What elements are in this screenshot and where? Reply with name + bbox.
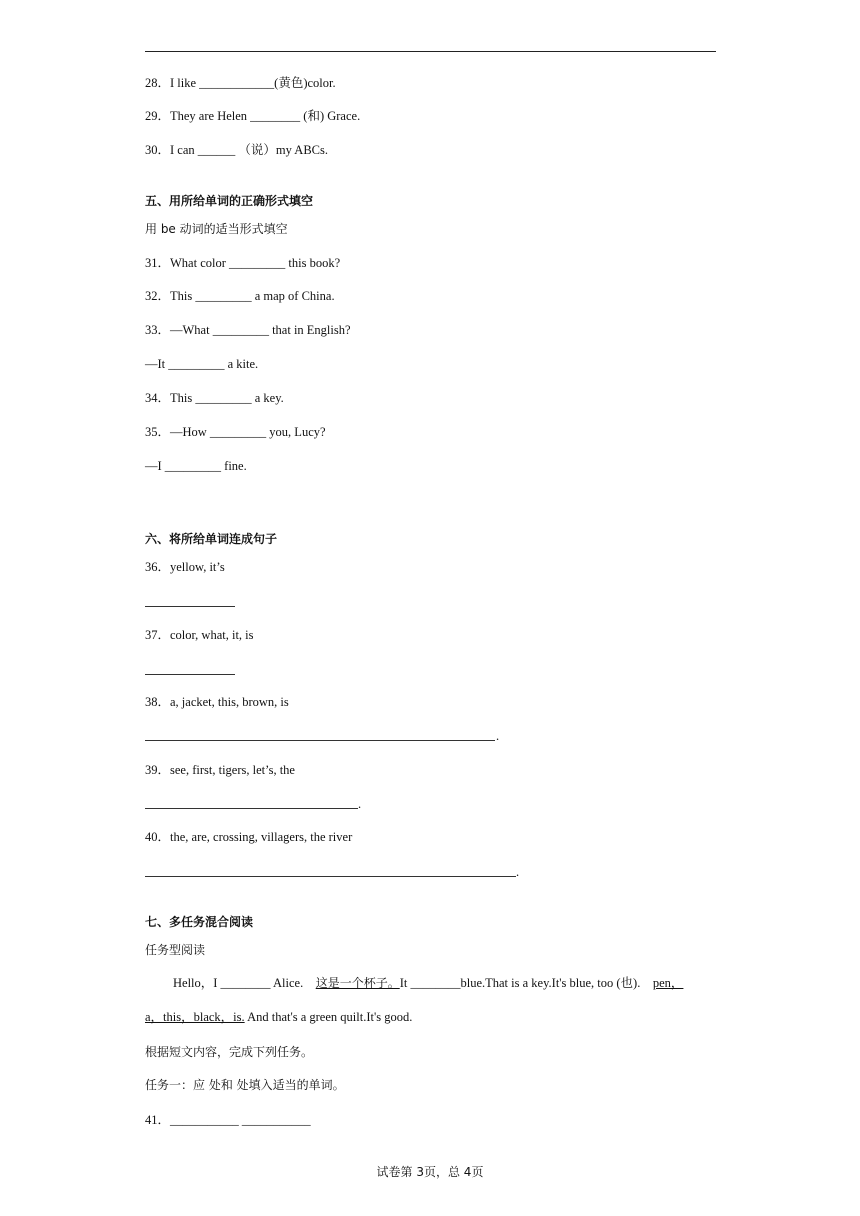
reading-passage <box>145 966 717 1034</box>
header-rule <box>145 51 716 52</box>
answer-period-40: . <box>516 865 520 879</box>
answer-period-38: . <box>496 729 500 743</box>
question-37: 37．color, what, it, is <box>145 628 254 642</box>
question-34: 34．This _________ a key. <box>145 391 284 405</box>
answer-line-39 <box>145 808 358 809</box>
question-35-answer: —I _________ fine. <box>145 459 247 473</box>
question-28: 28．I like ____________(黄色)color. <box>145 76 336 90</box>
page-footer: 试卷第 3页，总 4页 <box>376 1165 484 1179</box>
question-33-answer: —It _________ a kite. <box>145 357 259 371</box>
passage-part-1: Hello，I ________ Alice. <box>173 976 304 990</box>
question-38: 38．a, jacket, this, brown, is <box>145 695 289 709</box>
section-5-subtitle: 用 be 动词的适当形式填空 <box>145 222 288 236</box>
section-7-title: 七、多任务混合阅读 <box>145 915 254 929</box>
passage-underlined-1: 这是一个杯子。 <box>315 976 400 990</box>
question-39: 39．see, first, tigers, let’s, the <box>145 763 295 777</box>
passage-part-3: And that's a green quilt.It's good. <box>244 1010 413 1024</box>
question-29: 29．They are Helen ________ (和) Grace. <box>145 109 361 123</box>
question-35: 35．—How _________ you, Lucy? <box>145 425 326 439</box>
question-40: 40．the, are, crossing, villagers, the river <box>145 830 353 844</box>
passage-underlined-2a: pen， <box>652 976 684 990</box>
section-5-title: 五、用所给单词的正确形式填空 <box>145 194 314 208</box>
answer-period-39: . <box>358 797 362 811</box>
answer-line-38 <box>145 740 495 741</box>
section-6-title: 六、将所给单词连成句子 <box>145 532 278 546</box>
question-36: 36．yellow, it’s <box>145 560 225 574</box>
answer-line-40 <box>145 876 516 877</box>
section-7-subtitle: 任务型阅读 <box>145 943 206 957</box>
passage-underlined-2b: a，this，black，is. <box>145 1010 245 1024</box>
instruction-text: 根据短文内容，完成下列任务。 <box>145 1045 314 1059</box>
question-31: 31．What color _________ this book? <box>145 256 341 270</box>
passage-part-2: It ________blue.That is a key.It's blue, too (也). <box>399 976 641 990</box>
question-41: 41．___________ ___________ <box>145 1113 311 1127</box>
question-30: 30．I can ______ （说）my ABCs. <box>145 143 328 157</box>
answer-line-37 <box>145 674 235 675</box>
question-33: 33．—What _________ that in English? <box>145 323 351 337</box>
answer-line-36 <box>145 606 235 607</box>
task-1-text: 任务一：应 处和 处填入适当的单词。 <box>145 1078 345 1092</box>
question-32: 32．This _________ a map of China. <box>145 289 335 303</box>
